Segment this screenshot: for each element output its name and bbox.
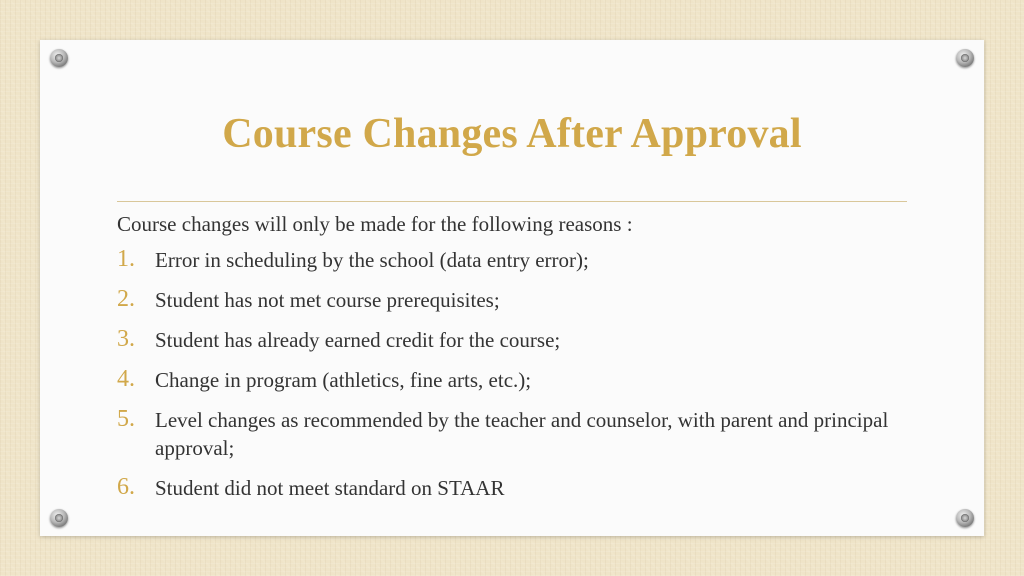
intro-text: Course changes will only be made for the following reasons : — [117, 212, 633, 236]
pin-icon — [50, 49, 68, 67]
pin-icon — [50, 509, 68, 527]
slide-title: Course Changes After Approval — [222, 111, 802, 157]
reason-number: 2. — [117, 286, 135, 312]
reason-item — [117, 366, 917, 394]
reason-text: Level changes as recommended by the teacher and counselor, with parent and principal approval; — [155, 408, 889, 460]
reason-text: Student has already earned credit for the course; — [155, 328, 561, 352]
reason-item — [117, 406, 917, 462]
slide-body — [117, 210, 917, 514]
reason-number: 3. — [117, 326, 135, 352]
reason-text: Student did not meet standard on STAAR — [155, 476, 505, 500]
reason-list — [117, 246, 917, 502]
reason-item — [117, 326, 917, 354]
title-divider — [117, 201, 907, 202]
reason-number: 1. — [117, 246, 135, 272]
reason-item — [117, 246, 917, 274]
reason-number: 6. — [117, 474, 135, 500]
reason-text: Error in scheduling by the school (data entry error); — [155, 248, 589, 272]
pin-icon — [956, 49, 974, 67]
reason-number: 4. — [117, 366, 135, 392]
slide-card — [40, 40, 984, 536]
reason-item — [117, 474, 917, 502]
reason-text: Change in program (athletics, fine arts, etc.); — [155, 368, 532, 392]
reason-text: Student has not met course prerequisites; — [155, 288, 500, 312]
reason-number: 5. — [117, 406, 135, 432]
pin-icon — [956, 509, 974, 527]
reason-item — [117, 286, 917, 314]
